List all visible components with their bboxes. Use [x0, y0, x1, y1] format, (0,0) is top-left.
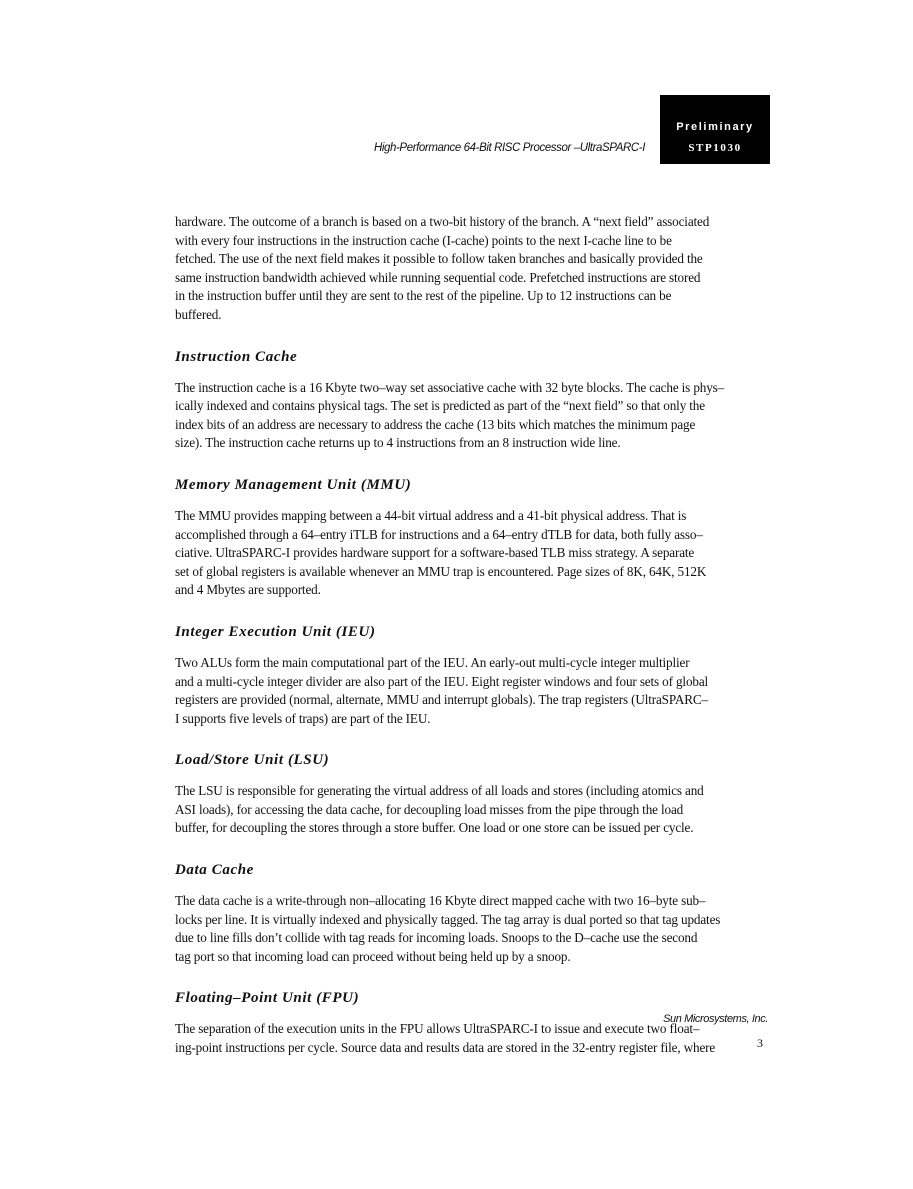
page-number: 3 — [757, 1036, 763, 1050]
intro-paragraph — [175, 213, 775, 325]
text-line: locks per line. It is virtually indexed and physically tagged. The tag array is dual ported so that tag updates — [175, 911, 721, 927]
section-heading-mmu: Memory Management Unit (MMU) — [175, 476, 412, 493]
section-heading-data-cache: Data Cache — [175, 862, 254, 879]
text-line: set of global registers is available whenever an MMU trap is encountered. Page sizes of 8K, 64K, 512K — [175, 563, 707, 579]
text-line: ciative. UltraSPARC-I provides hardware support for a software-based TLB miss strategy. A separate — [175, 545, 695, 561]
section-paragraph-fpu — [175, 1020, 775, 1057]
text-line: ASI loads), for accessing the data cache, for decoupling load misses from the pipe through the load — [175, 801, 684, 817]
section-paragraph-lsu — [175, 782, 775, 838]
text-line: buffer, for decoupling the stores through a store buffer. One load or one store can be issued per cycle. — [175, 820, 694, 836]
text-line: ing-point instructions per cycle. Source data and results data are stored in the 32-entry register file, where — [175, 1040, 716, 1056]
section-paragraph-ieu — [175, 654, 775, 728]
text-line: buffered. — [175, 306, 222, 322]
text-line: same instruction bandwidth achieved while running sequential code. Prefetched instructions are stored — [175, 269, 701, 285]
text-line: The LSU is responsible for generating the virtual address of all loads and stores (including atomics and — [175, 783, 704, 799]
text-line: tag port so that incoming load can proceed without being held up by a snoop. — [175, 948, 571, 964]
section-paragraph-data-cache — [175, 892, 775, 966]
text-line: and a multi-cycle integer divider are also part of the IEU. Eight register windows and four sets of global — [175, 673, 709, 689]
text-line: The instruction cache is a 16 Kbyte two–way set associative cache with 32 byte blocks. The cache is phys– — [175, 379, 725, 395]
text-line: size). The instruction cache returns up to 4 instructions from an 8 instruction wide line. — [175, 435, 621, 451]
section-paragraph-mmu — [175, 507, 775, 600]
text-line: hardware. The outcome of a branch is based on a two-bit history of the branch. A “next field” associated — [175, 214, 710, 229]
text-line: The separation of the execution units in the FPU allows UltraSPARC-I to issue and execute two float– — [175, 1021, 700, 1037]
text-line: fetched. The use of the next field makes it possible to follow taken branches and basically provided the — [175, 251, 703, 267]
section-heading-ieu: Integer Execution Unit (IEU) — [175, 623, 376, 640]
header-badge — [660, 95, 770, 164]
section-paragraph-instruction-cache — [175, 379, 775, 453]
text-line: in the instruction buffer until they are sent to the rest of the pipeline. Up to 12 instructions can be — [175, 288, 672, 304]
main-content — [175, 213, 775, 1058]
section-heading-lsu: Load/Store Unit (LSU) — [175, 752, 330, 769]
text-line: registers are provided (normal, alternate, MMU and interrupt globals). The trap registers (UltraSPARC– — [175, 692, 708, 708]
text-line: with every four instructions in the instruction cache (I-cache) points to the next I-cache line to be — [175, 232, 672, 248]
preliminary-label: Preliminary — [676, 121, 754, 133]
section-heading-fpu: Floating–Point Unit (FPU) — [175, 990, 360, 1007]
part-number-label: STP1030 — [688, 142, 742, 154]
section-heading-instruction-cache: Instruction Cache — [175, 348, 298, 365]
text-line: index bits of an address are necessary to address the cache (13 bits which matches the minimum page — [175, 416, 696, 432]
running-header-title: High-Performance 64-Bit RISC Processor –UltraSPARC-I — [373, 142, 645, 154]
text-line: I supports five levels of traps) are part of the IEU. — [175, 710, 431, 726]
text-line: ically indexed and contains physical tags. The set is predicted as part of the “next field” so that only the — [175, 398, 705, 414]
text-line: Two ALUs form the main computational part of the IEU. An early-out multi-cycle integer multiplier — [175, 654, 690, 670]
text-line: The data cache is a write-through non–allocating 16 Kbyte direct mapped cache with two 16–byte sub– — [175, 893, 706, 909]
text-line: The MMU provides mapping between a 44-bit virtual address and a 41-bit physical address. That is — [175, 507, 687, 523]
text-line: due to line fills don’t collide with tag reads for incoming loads. Snoops to the D–cache use the second — [175, 930, 698, 946]
text-line: and 4 Mbytes are supported. — [175, 582, 321, 598]
footer-company: Sun Microsystems, Inc. — [663, 1013, 768, 1025]
text-line: accomplished through a 64–entry iTLB for instructions and a 64–entry dTLB for data, both fully asso– — [175, 526, 703, 542]
